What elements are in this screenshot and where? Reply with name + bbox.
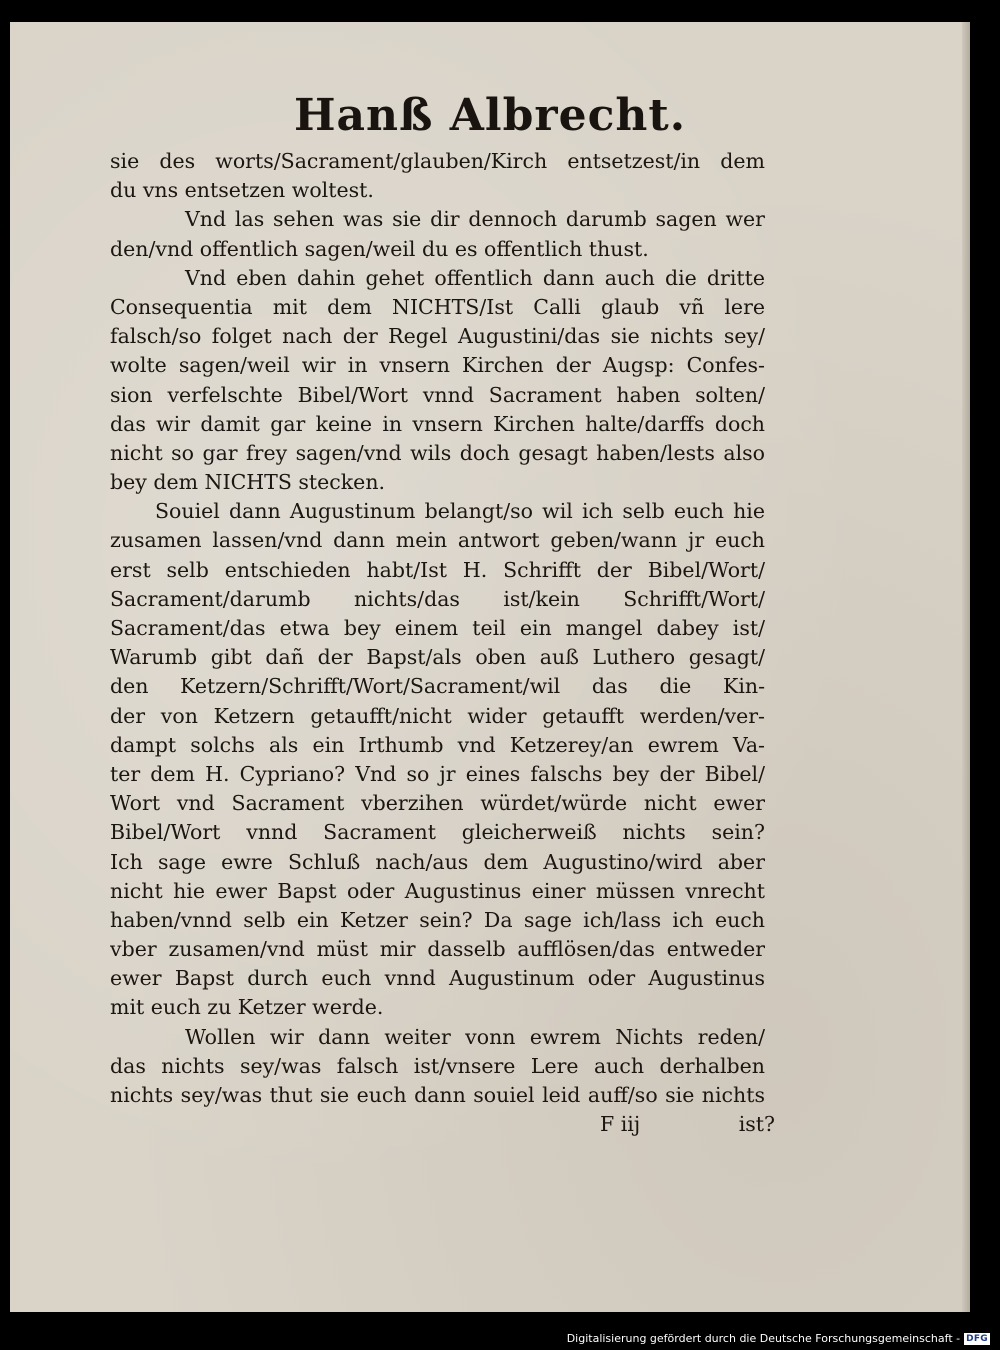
text-line: sie des worts/Sacrament/glauben/Kirch entsetzest/in dem [110, 149, 765, 173]
book-page [10, 22, 970, 1312]
text-line: Sacrament/das etwa bey einem teil ein mangel dabey ist/ [110, 616, 765, 640]
text-line: du vns entsetzen woltest. [110, 178, 374, 203]
text-line: das wir damit gar keine in vnsern Kirchen halte/darffs doch [110, 411, 765, 436]
text-line: sion verfelschte Bibel/Wort vnnd Sacrament haben solten/ [110, 382, 765, 407]
credit-text: Digitalisierung gefördert durch die Deutsche Forschungsgemeinschaft - [566, 1332, 961, 1345]
text-line: nicht so gar frey sagen/vnd wils doch gesagt haben/lests also [110, 440, 765, 465]
text-line: Consequentia mit dem NICHTS/Ist Calli glaub vñ lere [110, 294, 765, 319]
running-head: Hanß Albrecht. [293, 90, 687, 141]
text-line: Bibel/Wort vnnd Sacrament gleicherweiß nichts sein? [110, 820, 765, 845]
text-line: dampt solchs als ein Irthumb vnd Ketzerey/an ewrem Va- [110, 732, 765, 757]
text-line: falsch/so folget nach der Regel Augustini/das sie nichts sey/ [110, 324, 765, 349]
text-line: erst selb entschieden habt/Ist H. Schrifft der Bibel/Wort/ [110, 557, 765, 582]
text-line: Wollen wir dann weiter vonn ewrem Nichts reden/ [185, 1024, 765, 1049]
text-line: der von Ketzern getaufft/nicht wider getaufft werden/ver- [110, 703, 765, 728]
page-edge [962, 22, 970, 1312]
text-line: nichts sey/was thut sie euch dann souiel leid auff/so sie nichts [110, 1083, 765, 1107]
text-line: ewer Bapst durch euch vnnd Augustinum oder Augustinus [110, 966, 765, 991]
footer-line [600, 1112, 775, 1136]
text-line: mit euch zu Ketzer werde. [110, 995, 384, 1020]
text-line: Ich sage ewre Schluß nach/aus dem Augustino/wird aber [110, 849, 765, 874]
text-line: Vnd eben dahin gehet offentlich dann auch die dritte [185, 265, 765, 290]
text-line: vber zusamen/vnd müst mir dasselb aufflösen/das entweder [110, 937, 765, 962]
text-line: bey dem NICHTS stecken. [110, 470, 386, 495]
credit-line [567, 1332, 990, 1345]
text-line: Sacrament/darumb nichts/das ist/kein Schrifft/Wort/ [110, 586, 765, 611]
text-line: zusamen lassen/vnd dann mein antwort geben/wann jr euch [110, 528, 765, 553]
text-block [110, 147, 765, 1110]
text-line: den/vnd offentlich sagen/weil du es offentlich thust. [110, 236, 649, 261]
catchword: ist? [738, 1112, 775, 1136]
text-line: nicht hie ewer Bapst oder Augustinus einer müssen vnrecht [110, 878, 765, 903]
text-line: wolte sagen/weil wir in vnsern Kirchen der Augsp: Confes- [110, 353, 765, 378]
text-line: haben/vnnd selb ein Ketzer sein? Da sage ich/lass ich euch [110, 907, 765, 932]
signature-mark: F iij [600, 1112, 641, 1136]
text-line: Souiel dann Augustinum belangt/so wil ich selb euch hie [155, 499, 765, 524]
text-line: das nichts sey/was falsch ist/vnsere Lere auch derhalben [110, 1053, 765, 1078]
text-line: Warumb gibt dañ der Bapst/als oben auß Luthero gesagt/ [110, 645, 765, 670]
text-line: den Ketzern/Schrifft/Wort/Sacrament/wil das die Kin- [110, 674, 765, 699]
dfg-logo: DFG [966, 1333, 988, 1344]
text-line: Vnd las sehen was sie dir dennoch darumb sagen wer [185, 207, 765, 232]
text-line: Wort vnd Sacrament vberzihen würdet/würde nicht ewer [110, 791, 765, 816]
text-line: ter dem H. Cypriano? Vnd so jr eines falschs bey der Bibel/ [110, 761, 765, 786]
credit-bar [0, 1322, 1000, 1350]
